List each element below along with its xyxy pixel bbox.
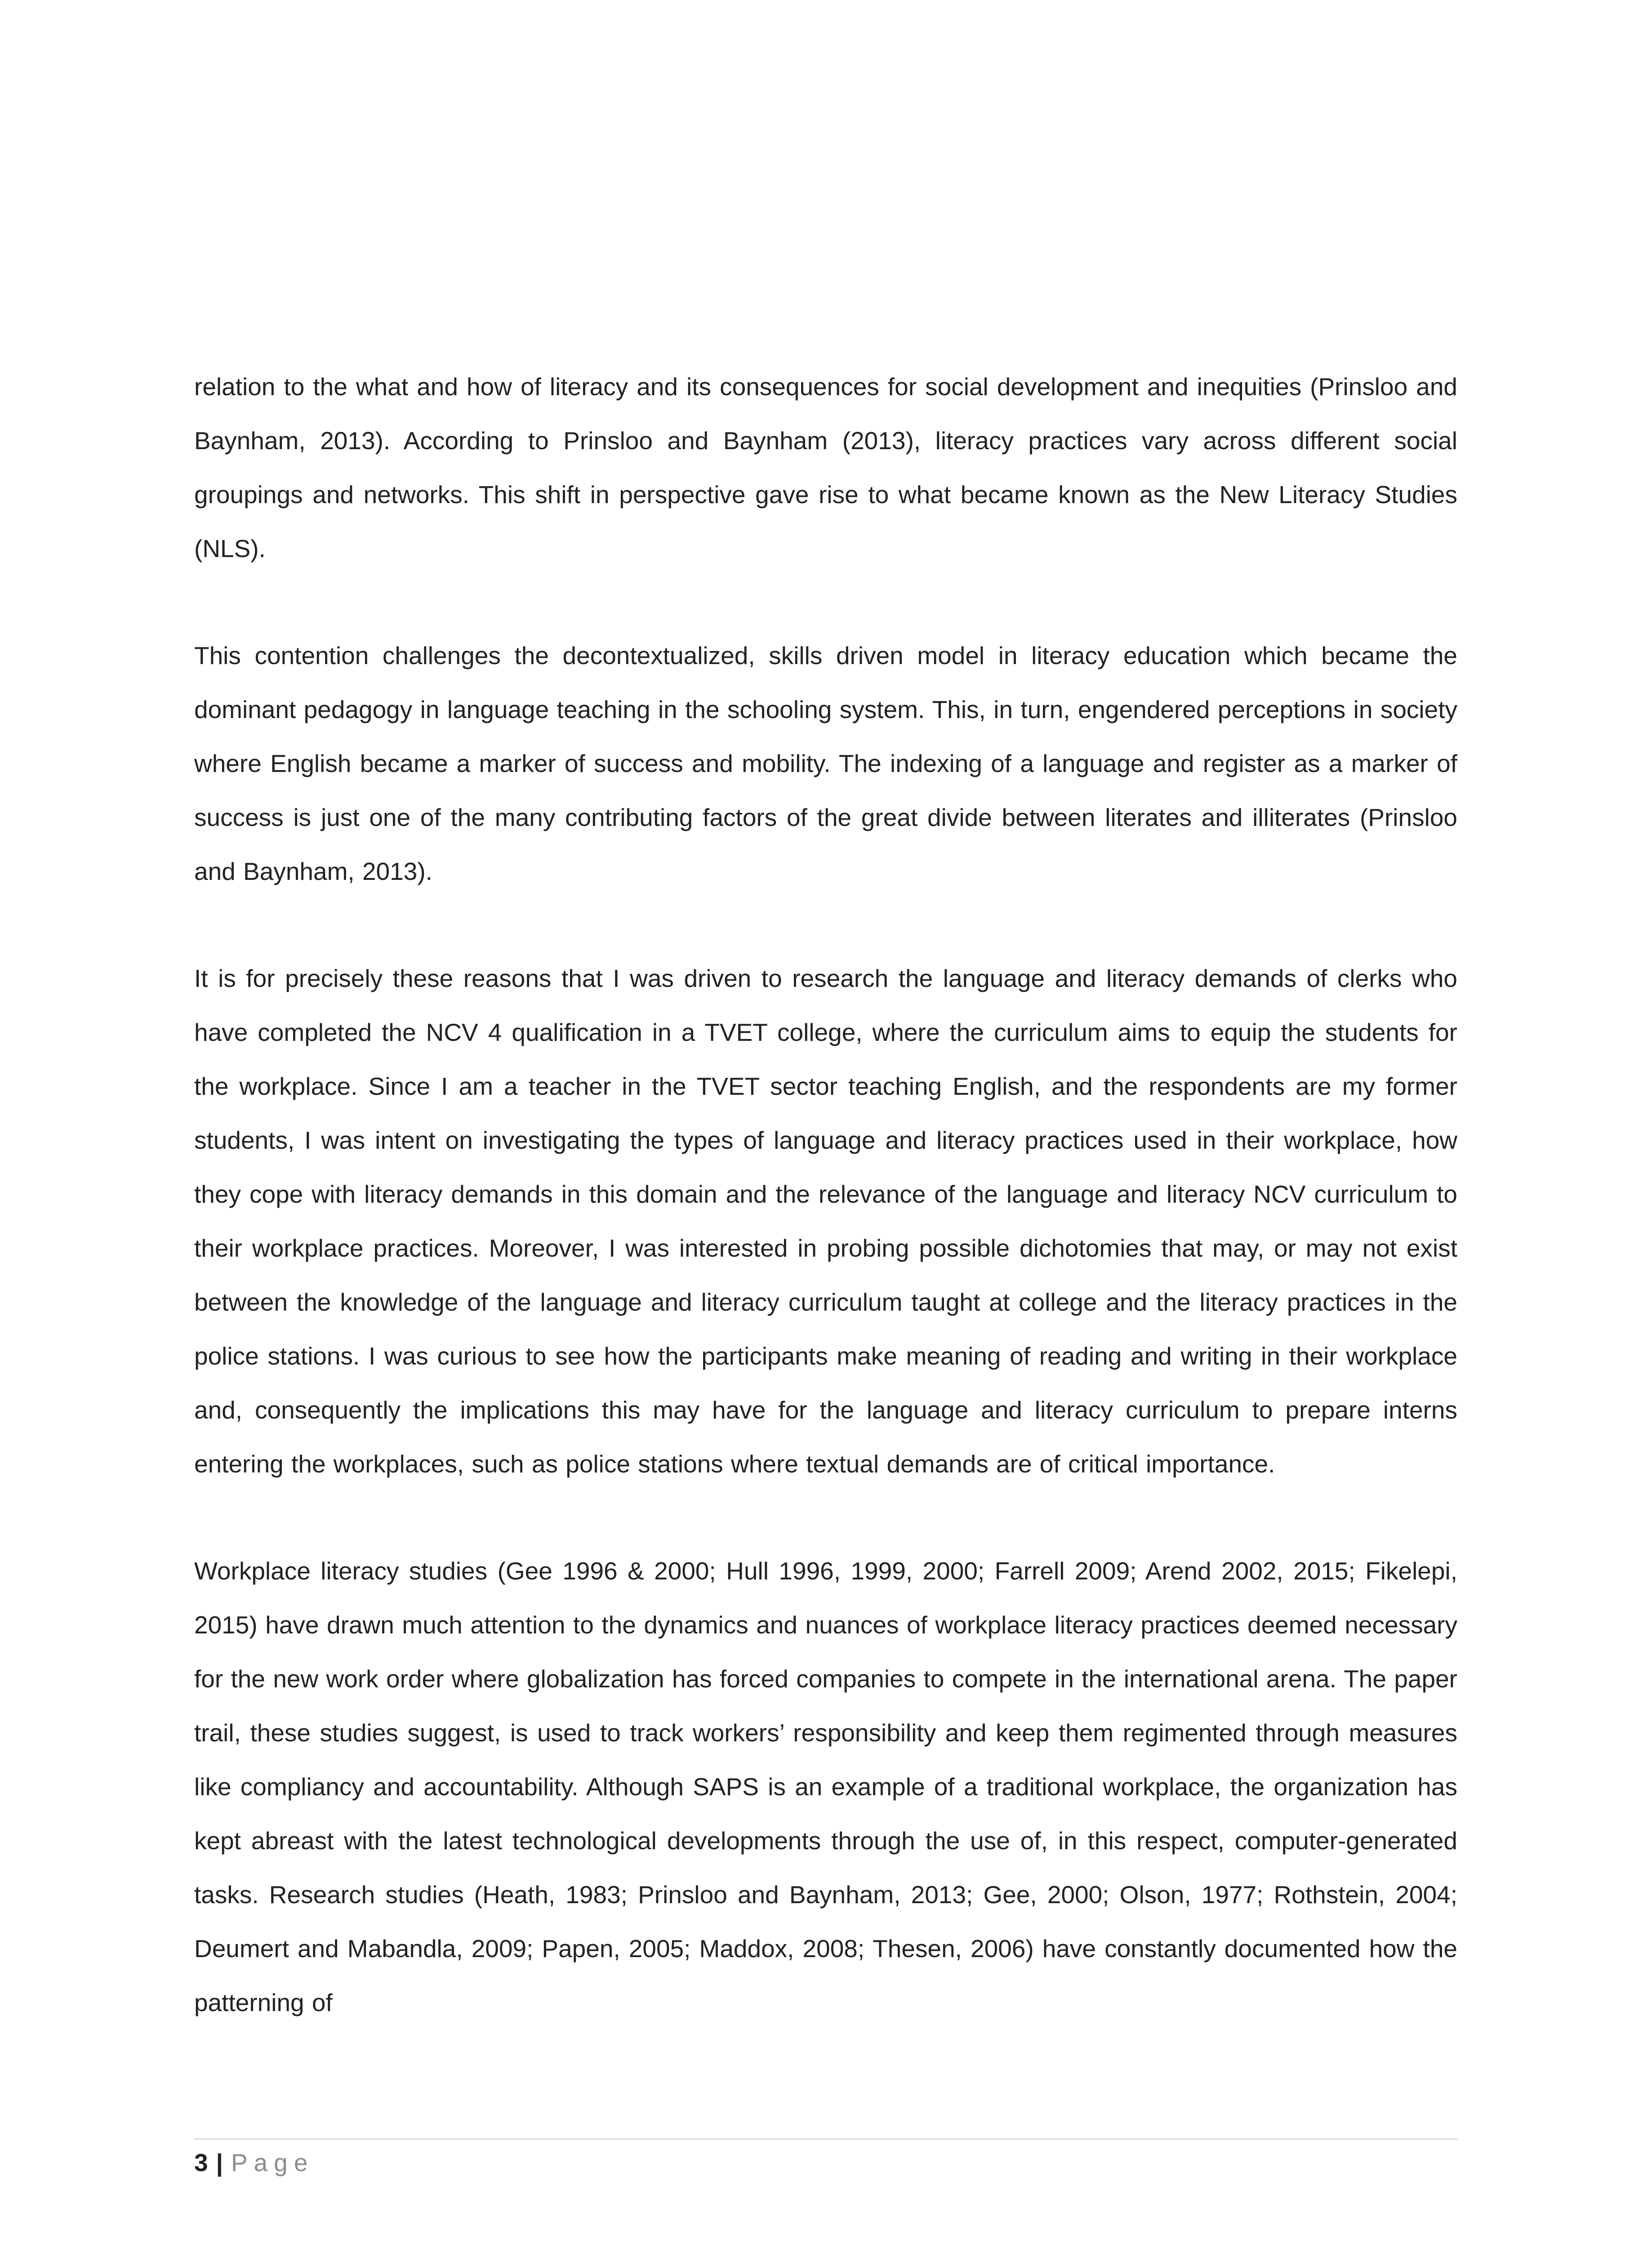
page-number: 3 [194, 2149, 208, 2177]
paragraph-2: This contention challenges the decontextualized, skills driven model in literacy education which became the dominant pedagogy in language teaching in the schooling system. This, in turn, engendered perceptions in society where English became a marker of success and mobility. The indexing of a language and register as a marker of success is just one of the many contributing factors of the great divide between literates and illiterates (Prinsloo and Baynham, 2013). [194, 642, 1457, 885]
paragraph-1: relation to the what and how of literacy and its consequences for social development and inequities (Prinsloo and Baynham, 2013). According to Prinsloo and Baynham (2013), literacy practices vary across different social groupings and networks. This shift in perspective gave rise to what became known as the New Literacy Studies (NLS). [194, 373, 1457, 562]
paragraph-3: It is for precisely these reasons that I was driven to research the language and literacy demands of clerks who have completed the NCV 4 qualification in a TVET college, where the curriculum aims to equip the students for the workplace. Since I am a teacher in the TVET sector teaching English, and the respondents are my former students, I was intent on investigating the types of language and literacy practices used in their workplace, how they cope with literacy demands in this domain and the relevance of the language and literacy NCV curriculum to their workplace practices. Moreover, I was interested in probing possible dichotomies that may, or may not exist between the knowledge of the language and literacy curriculum taught at college and the literacy practices in the police stations. I was curious to see how the participants make meaning of reading and writing in their workplace and, consequently the implications this may have for the language and literacy curriculum to prepare interns entering the workplaces, such as police stations where textual demands are of critical importance. [194, 964, 1457, 1478]
page-label: Page [231, 2149, 314, 2177]
body-text [194, 360, 1457, 2083]
footer-separator: | [216, 2149, 223, 2177]
paragraph-4: Workplace literacy studies (Gee 1996 & 2000; Hull 1996, 1999, 2000; Farrell 2009; Arend 2002, 2015; Fikelepi, 2015) have drawn much attention to the dynamics and nuances of workplace literacy practices deemed necessary for the new work order where globalization has forced companies to compete in the international arena. The paper trail, these studies suggest, is used to track workers’ responsibility and keep them regimented through measures like compliancy and accountability. Although SAPS is an example of a traditional workplace, the organization has kept abreast with the latest technological developments through the use of, in this respect, computer-generated tasks. Research studies (Heath, 1983; Prinsloo and Baynham, 2013; Gee, 2000; Olson, 1977; Rothstein, 2004; Deumert and Mabandla, 2009; Papen, 2005; Maddox, 2008; Thesen, 2006) have constantly documented how the patterning of [194, 1557, 1457, 2016]
page-footer [194, 2147, 314, 2178]
footer-divider [194, 2138, 1457, 2140]
